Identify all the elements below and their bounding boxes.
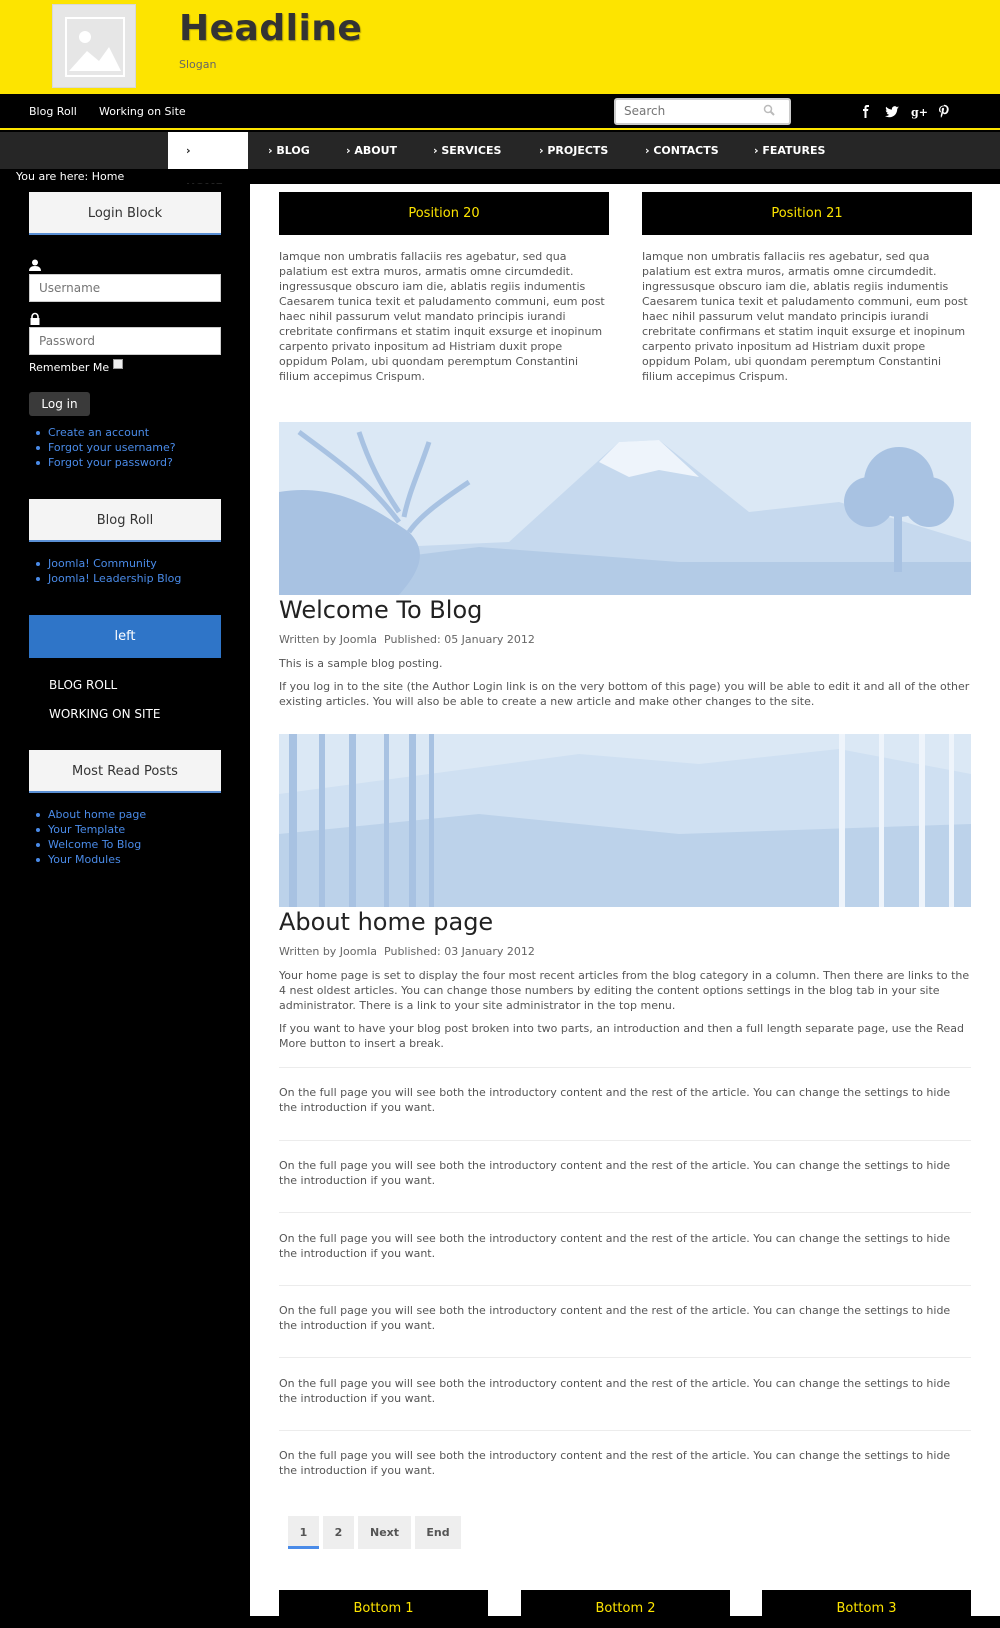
- link-text: Forgot your password?: [48, 456, 173, 469]
- bullet: [36, 858, 40, 862]
- page-2-button[interactable]: 2: [323, 1516, 354, 1549]
- blogroll-link-community[interactable]: [36, 557, 157, 570]
- intro-item: On the full page you will see both the introductory content and the rest of the article. You can change the settings to hide the introduction if you want.: [279, 1377, 951, 1405]
- article-1-para-2: If you log in to the site (the Author Login link is on the very bottom of this page) you will be able to edit it and all of the other existing articles. You will also be able to create a new article and make other changes to the site.: [279, 680, 970, 708]
- google-plus-icon[interactable]: [910, 104, 926, 120]
- login-block-title: Login Block: [29, 192, 221, 235]
- remember-me: [29, 361, 123, 374]
- intro-item: On the full page you will see both the introductory content and the rest of the article. You can change the settings to hide the introduction if you want.: [279, 1086, 951, 1114]
- site-slogan: Slogan: [179, 58, 217, 71]
- svg-text:g+: g+: [911, 106, 928, 119]
- left-module-title: left: [29, 615, 221, 658]
- mostread-link-about[interactable]: [36, 808, 146, 821]
- link-text: Joomla! Community: [48, 557, 157, 570]
- intro-item: On the full page you will see both the introductory content and the rest of the article. You can change the settings to hide the introduction if you want.: [279, 1304, 951, 1332]
- bullet: [36, 562, 40, 566]
- intro-item: On the full page you will see both the introductory content and the rest of the article. You can change the settings to hide the introduction if you want.: [279, 1449, 951, 1477]
- create-account-link[interactable]: [36, 426, 149, 439]
- position-20-title: Position 20: [279, 192, 609, 235]
- article-image-bamboo: [279, 734, 971, 907]
- nav-blog[interactable]: › BLOG: [268, 144, 310, 157]
- twitter-icon[interactable]: [884, 104, 900, 120]
- article-2-para-2: If you want to have your blog post broken into two parts, an introduction and then a full length separate page, use the Read More button to insert a break.: [279, 1022, 964, 1050]
- login-button[interactable]: Log in: [29, 392, 90, 416]
- blog-roll-title: Blog Roll: [29, 499, 221, 542]
- article-2-meta: [279, 945, 535, 958]
- nav-contacts[interactable]: › CONTACTS: [645, 144, 719, 157]
- bullet: [36, 843, 40, 847]
- link-text: Forgot your username?: [48, 441, 176, 454]
- lock-icon: [29, 313, 41, 325]
- page-end-button[interactable]: End: [415, 1516, 461, 1549]
- divider: [279, 1067, 971, 1068]
- page-1-button[interactable]: 1: [288, 1516, 319, 1549]
- divider: [279, 1285, 971, 1286]
- password-field: [29, 327, 221, 355]
- left-menu-working-on-site[interactable]: WORKING ON SITE: [49, 707, 161, 721]
- password-input[interactable]: [39, 328, 219, 354]
- bullet: [36, 577, 40, 581]
- username-field: [29, 274, 221, 302]
- most-read-title: Most Read Posts: [29, 750, 221, 793]
- link-text: Welcome To Blog: [48, 838, 142, 851]
- article-1-title[interactable]: Welcome To Blog: [279, 596, 483, 624]
- main-nav: [0, 132, 1000, 169]
- divider: [279, 1430, 971, 1431]
- nav-about[interactable]: › ABOUT: [346, 144, 398, 157]
- article-2-para-1: Your home page is set to display the four most recent articles from the blog category in a column. Then there are links to the 4 nest oldest articles. You can change those numbers by editing the content options settings in the blog tab in your site administrator. There is a link to your site administrator in the top menu.: [279, 969, 970, 1012]
- breadcrumb: You are here: Home: [16, 170, 125, 183]
- article-1-published: Published: 05 January 2012: [384, 633, 535, 646]
- pinterest-icon[interactable]: [936, 104, 952, 120]
- user-icon: [29, 259, 41, 271]
- nav-projects[interactable]: › PROJECTS: [539, 144, 609, 157]
- blogroll-link-leadership[interactable]: [36, 572, 181, 585]
- mostread-link-modules[interactable]: [36, 853, 121, 866]
- link-text: Create an account: [48, 426, 150, 439]
- bullet: [36, 828, 40, 832]
- username-input[interactable]: [39, 275, 219, 301]
- page-next-button[interactable]: Next: [358, 1516, 411, 1549]
- toplink-working-on-site[interactable]: Working on Site: [99, 105, 186, 118]
- facebook-icon[interactable]: [858, 104, 874, 120]
- forgot-username-link[interactable]: [36, 441, 176, 454]
- intro-item: On the full page you will see both the introductory content and the rest of the article. You can change the settings to hide the introduction if you want.: [279, 1159, 951, 1187]
- link-text: Joomla! Leadership Blog: [48, 572, 182, 585]
- search-icon[interactable]: [763, 104, 775, 116]
- search-input[interactable]: [624, 100, 764, 122]
- nav-features[interactable]: › FEATURES: [754, 144, 826, 157]
- left-menu-blog-roll[interactable]: BLOG ROLL: [49, 678, 118, 692]
- article-1-meta: [279, 633, 535, 646]
- forgot-password-link[interactable]: [36, 456, 173, 469]
- article-2-published: Published: 03 January 2012: [384, 945, 535, 958]
- top-bar: [0, 94, 1000, 130]
- link-text: Your Template: [48, 823, 126, 836]
- position-20-text: Iamque non umbratis fallaciis res agebatur, sed qua palatium est extra muros, armatis omne circumdedit. ingressusque obscuro iam die, ablatis regiis indumentis Caesarem tunica texit et paludamento communi, eum post haec nihil passurum velut mandato principis iurandi crebritate confirmans et statim inquit exsurge et inopinum carpento privato inpositum ad Histriam duxit prope oppidum Polam, ubi quondam peremptum Constantini filium accepimus Crispum.: [279, 250, 605, 383]
- intro-item: On the full page you will see both the introductory content and the rest of the article. You can change the settings to hide the introduction if you want.: [279, 1232, 951, 1260]
- image-placeholder-icon: [65, 17, 125, 77]
- toplink-blog-roll[interactable]: Blog Roll: [29, 105, 77, 118]
- bottom-1-title: Bottom 1: [279, 1590, 488, 1616]
- link-text: About home page: [48, 808, 147, 821]
- link-text: Your Modules: [48, 853, 121, 866]
- logo[interactable]: [52, 4, 136, 88]
- site-headline: Headline: [179, 8, 363, 49]
- position-21-text: Iamque non umbratis fallaciis res agebatur, sed qua palatium est extra muros, armatis omne circumdedit. ingressusque obscuro iam die, ablatis regiis indumentis Caesarem tunica texit et paludamento communi, eum post haec nihil passurum velut mandato principis iurandi crebritate confirmans et statim inquit exsurge et inopinum carpento privato inpositum ad Histriam duxit prope oppidum Polam, ubi quondam peremptum Constantini filium accepimus Crispum.: [642, 250, 968, 383]
- bullet: [36, 461, 40, 465]
- bottom-2-title: Bottom 2: [521, 1590, 730, 1616]
- remember-me-label: Remember Me: [29, 361, 110, 374]
- divider: [279, 1357, 971, 1358]
- search-box: [614, 98, 791, 125]
- site-header: [0, 0, 1000, 94]
- bottom-3-title: Bottom 3: [762, 1590, 971, 1616]
- article-1-author: Written by Joomla: [279, 633, 378, 646]
- position-21-title: Position 21: [642, 192, 972, 235]
- nav-services[interactable]: › SERVICES: [433, 144, 502, 157]
- remember-me-checkbox[interactable]: [113, 359, 123, 369]
- article-2-title[interactable]: About home page: [279, 908, 494, 936]
- bullet: [36, 431, 40, 435]
- nav-home[interactable]: ›: [168, 132, 248, 169]
- article-2-author: Written by Joomla: [279, 945, 378, 958]
- divider: [279, 1140, 971, 1141]
- divider: [279, 1212, 971, 1213]
- mostread-link-template[interactable]: [36, 823, 125, 836]
- article-image-mountain: [279, 422, 971, 595]
- bullet: [36, 813, 40, 817]
- mostread-link-welcome[interactable]: [36, 838, 141, 851]
- article-1-para-1: This is a sample blog posting.: [279, 657, 443, 670]
- bullet: [36, 446, 40, 450]
